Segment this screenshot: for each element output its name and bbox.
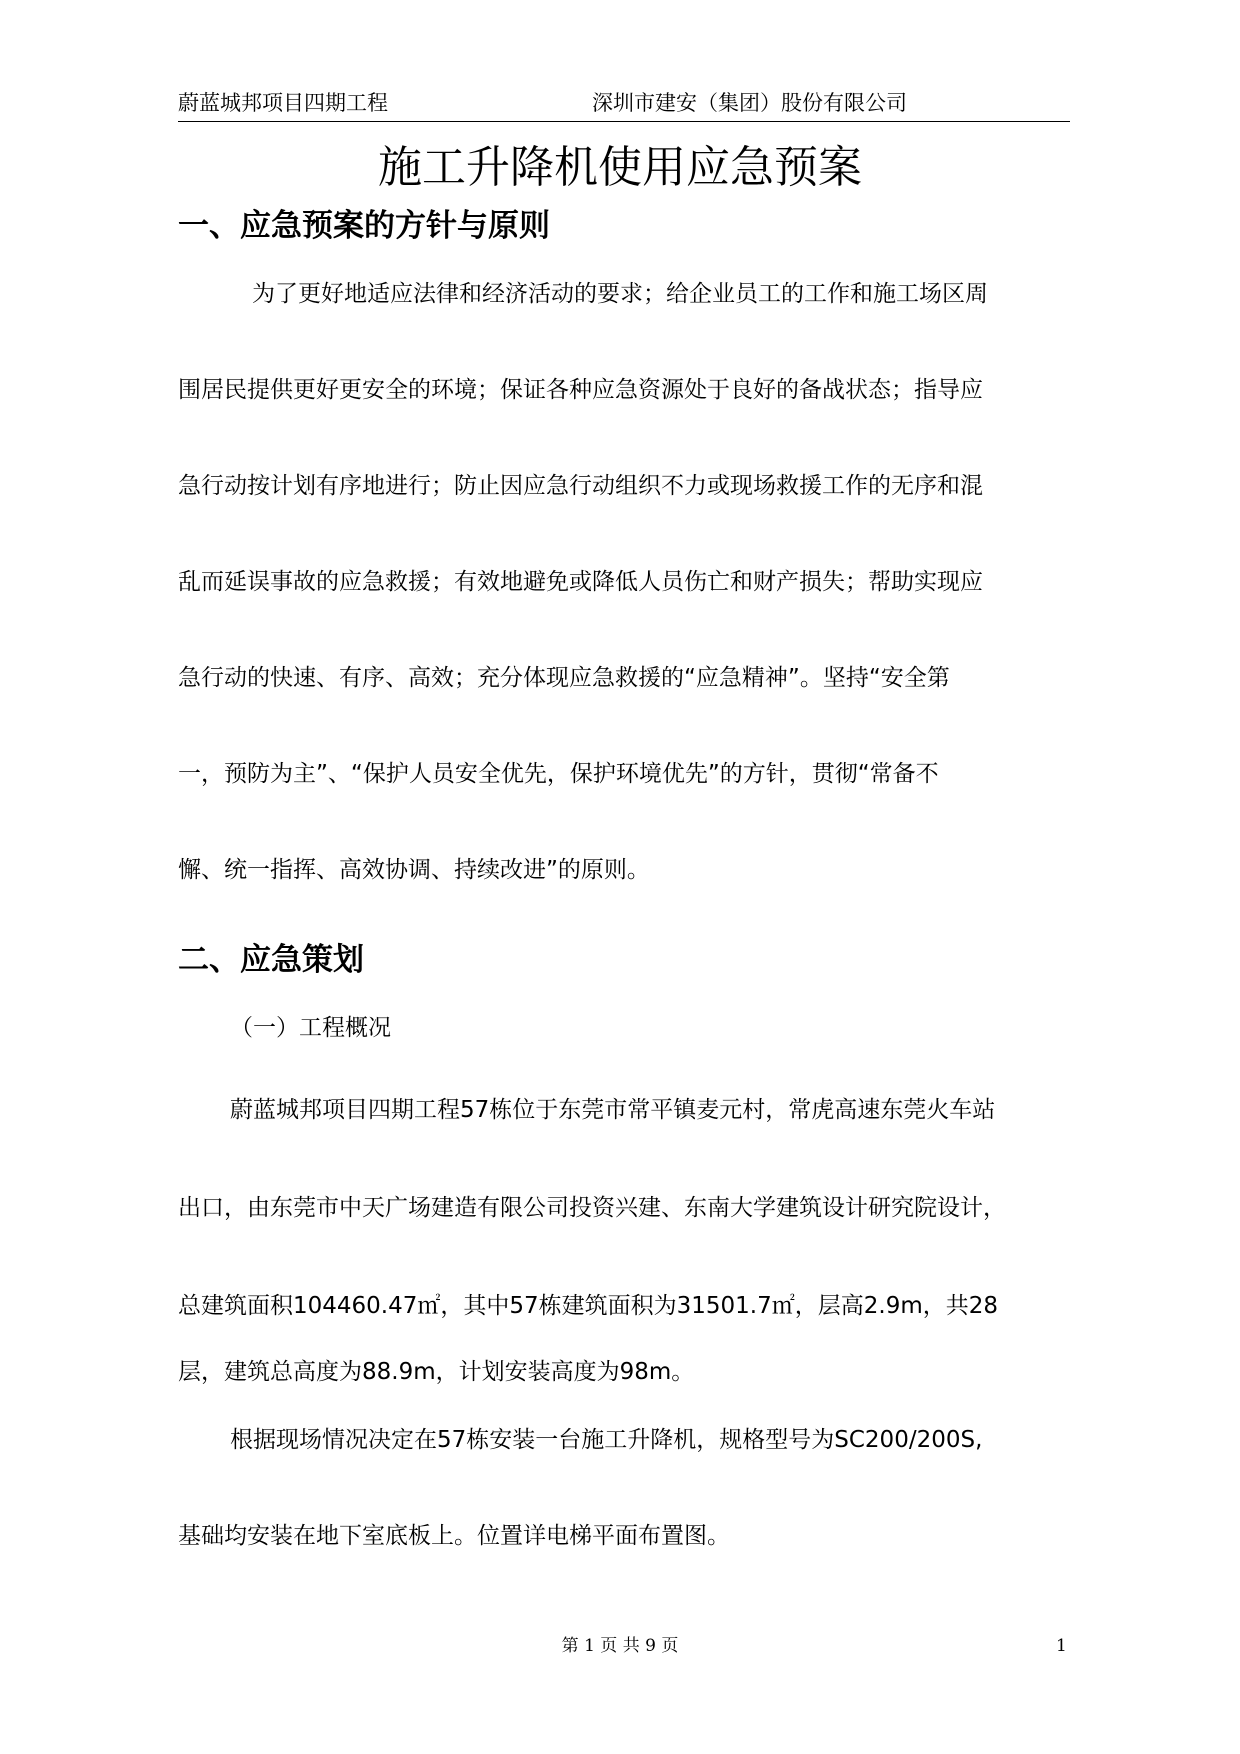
footer-page-count: 第 1 页 共 9 页 [561, 1636, 679, 1656]
document-title: 施工升降机使用应急预案 [378, 142, 862, 193]
paragraph-line: 总建筑面积104460.47㎡，其中57栋建筑面积为31501.7㎡，层高2.9m，共28 [178, 1293, 999, 1319]
paragraph-line: 根据现场情况决定在57栋安装一台施工升降机，规格型号为SC200/200S, [230, 1427, 983, 1453]
subsection-heading-overview: （一）工程概况 [230, 1015, 391, 1041]
paragraph-line: 急行动的快速、有序、高效；充分体现应急救援的“应急精神”。坚持“安全第 [178, 665, 950, 691]
paragraph-line: 出口，由东莞市中天广场建造有限公司投资兴建、东南大学建筑设计研究院设计， [178, 1195, 1006, 1221]
header-divider [178, 121, 1070, 122]
paragraph-line: 乱而延误事故的应急救援；有效地避免或降低人员伤亡和财产损失；帮助实现应 [178, 569, 983, 595]
header-project-name: 蔚蓝城邦项目四期工程 [178, 91, 388, 115]
paragraph-line: 围居民提供更好更安全的环境；保证各种应急资源处于良好的备战状态；指导应 [178, 377, 983, 403]
paragraph-line: 一，预防为主”、“保护人员安全优先，保护环境优先”的方针，贯彻“常备不 [178, 761, 939, 787]
paragraph-line: 基础均安装在地下室底板上。位置详电梯平面布置图。 [178, 1523, 730, 1549]
paragraph-line: 层，建筑总高度为88.9m，计划安装高度为98m。 [178, 1359, 695, 1385]
paragraph-line: 为了更好地适应法律和经济活动的要求；给企业员工的工作和施工场区周 [252, 281, 988, 307]
paragraph-line: 蔚蓝城邦项目四期工程57栋位于东莞市常平镇麦元村，常虎高速东莞火车站 [230, 1097, 996, 1123]
paragraph-line: 急行动按计划有序地进行；防止因应急行动组织不力或现场救援工作的无序和混 [178, 473, 983, 499]
footer-page-number: 1 [1056, 1636, 1067, 1656]
header-company-name: 深圳市建安（集团）股份有限公司 [592, 91, 907, 115]
section-heading-principles: 一、应急预案的方针与原则 [178, 208, 550, 244]
paragraph-line: 懈、统一指挥、高效协调、持续改进”的原则。 [178, 857, 650, 883]
section-heading-planning: 二、应急策划 [178, 942, 364, 978]
